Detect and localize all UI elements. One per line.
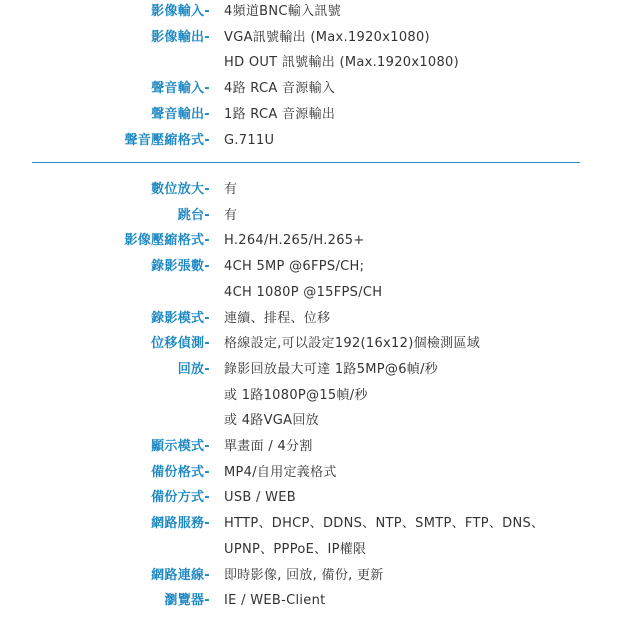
spec-value: H.264/H.265/H.265+ (224, 233, 365, 249)
spec-value: USB / WEB (224, 490, 297, 506)
spec-label: 網路服務- (151, 516, 210, 532)
spec-value: IE / WEB-Client (224, 593, 326, 609)
spec-row (0, 309, 620, 329)
spec-label: 影像輸入- (151, 4, 210, 19)
spec-value: 4頻道BNC輸入訊號 (224, 4, 341, 19)
spec-row (0, 180, 620, 200)
spec-value: G.711U (224, 132, 275, 148)
spec-row (0, 437, 620, 457)
spec-value: 4路 RCA 音源輸入 (224, 81, 336, 97)
spec-label: 影像輸出- (151, 29, 210, 45)
spec-label: 數位放大- (151, 182, 210, 197)
spec-row (0, 283, 620, 303)
spec-row (0, 334, 620, 354)
spec-label: 位移偵測- (151, 336, 210, 352)
spec-row (0, 360, 620, 380)
spec-row (0, 53, 620, 73)
spec-value: 有 (224, 207, 238, 223)
spec-row (0, 79, 620, 99)
spec-row (0, 105, 620, 125)
spec-label: 備份格式- (151, 464, 210, 480)
spec-value: 或 1路1080P@15幀/秒 (224, 387, 368, 403)
spec-value: MP4/自用定義格式 (224, 464, 337, 480)
spec-row (0, 231, 620, 251)
spec-value: 1路 RCA 音源輸出 (224, 106, 336, 122)
spec-label: 回放- (177, 361, 210, 377)
spec-row (0, 488, 620, 508)
spec-row (0, 566, 620, 586)
spec-row (0, 131, 620, 151)
spec-label: 跳台- (177, 207, 210, 223)
spec-label: 顯示模式- (151, 439, 210, 454)
spec-label: 錄影模式- (151, 310, 210, 326)
spec-row (0, 463, 620, 483)
spec-label: 聲音輸出- (151, 106, 210, 122)
spec-label: 影像壓縮格式- (124, 233, 210, 249)
spec-label: 瀏覽器- (164, 593, 210, 609)
spec-value: 有 (224, 182, 238, 197)
spec-label: 備份方式- (151, 490, 210, 506)
spec-value: 錄影回放最大可達 1路5MP@6幀/秒 (224, 361, 439, 377)
spec-row (0, 257, 620, 277)
spec-row (0, 386, 620, 406)
spec-value: 4CH 5MP @6FPS/CH; (224, 259, 365, 275)
spec-row (0, 206, 620, 226)
spec-value: 單畫面 / 4分割 (224, 439, 313, 454)
spec-value: 格線設定,可以設定192(16x12)個檢測區域 (224, 336, 481, 352)
spec-value: 4CH 1080P @15FPS/CH (224, 284, 383, 300)
spec-value: HD OUT 訊號輸出 (Max.1920x1080) (224, 55, 459, 71)
spec-row (0, 28, 620, 48)
spec-label: 網路連線- (151, 567, 210, 583)
spec-value: VGA訊號輸出 (Max.1920x1080) (224, 29, 430, 45)
spec-value: UPNP、PPPoE、IP權限 (224, 541, 367, 557)
spec-row (0, 2, 620, 22)
spec-row (0, 514, 620, 534)
spec-row (0, 540, 620, 560)
spec-value: 或 4路VGA回放 (224, 413, 319, 429)
spec-value: 即時影像, 回放, 備份, 更新 (224, 567, 384, 583)
spec-label: 聲音輸入- (151, 81, 210, 97)
section-divider (32, 162, 580, 163)
spec-label: 錄影張數- (151, 259, 210, 275)
spec-row (0, 591, 620, 611)
spec-value: HTTP、DHCP、DDNS、NTP、SMTP、FTP、DNS、 (224, 516, 545, 532)
spec-label: 聲音壓縮格式- (124, 132, 210, 148)
spec-value: 連續、排程、位移 (224, 310, 331, 326)
spec-row (0, 411, 620, 431)
